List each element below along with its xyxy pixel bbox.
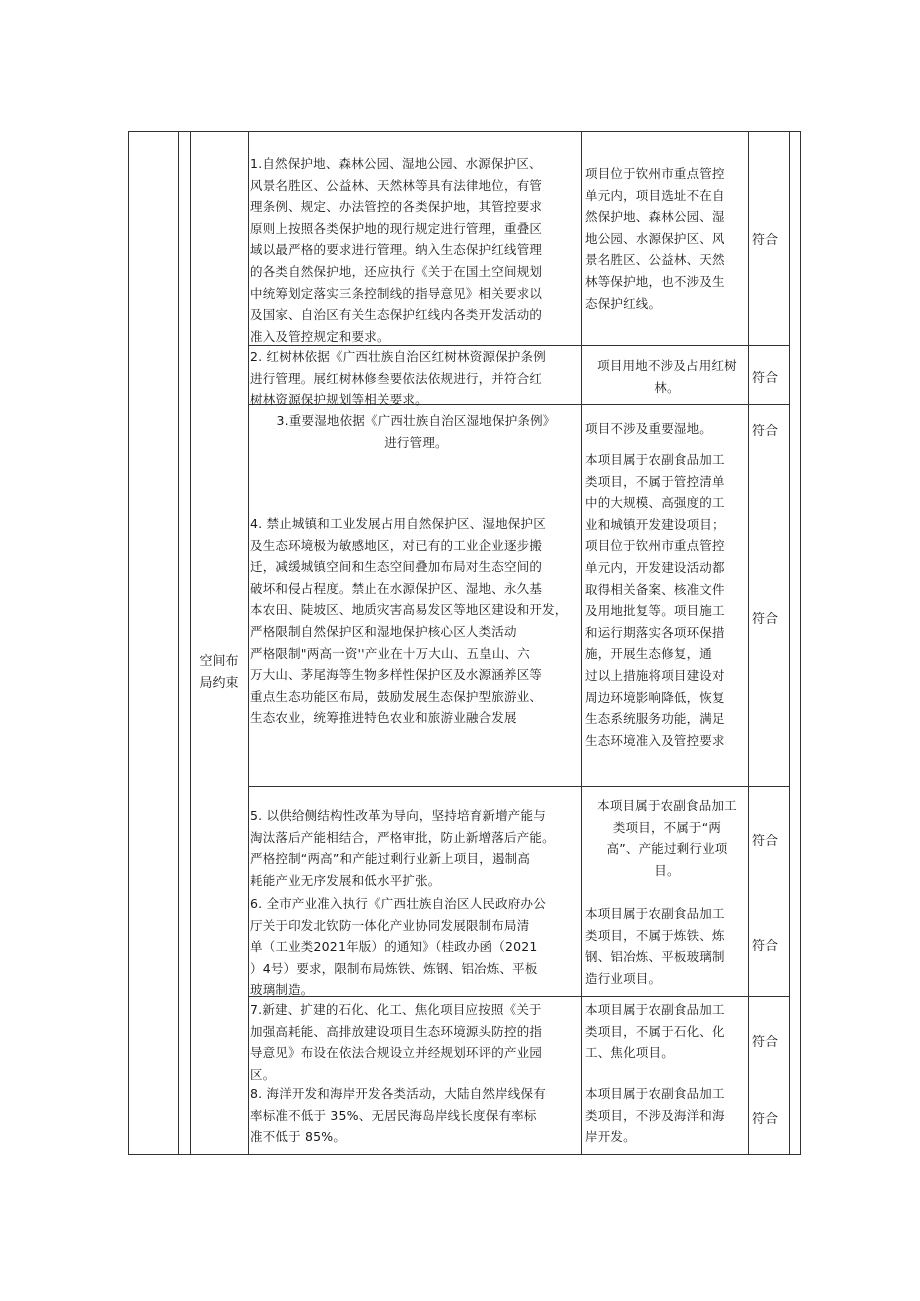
requirement-text: 8. 海洋开发和海岸开发各类活动，大陆自然岸线保有 率标准不低于 35%、无居民海岛岸线长度保有率标 准不低于 85%。 xyxy=(250,1086,546,1145)
requirement-text: 6. 全市产业准入执行《广西壮族自治区人民政府办公 厅关于印发北钦防一体化产业协同发展限制布局清 单（工业类2021年版）的通知》（桂政办函（2021 ）4号）要求，限制布局炼铁、炼钢、铝冶炼、平板 玻璃制造。 xyxy=(250,896,546,998)
compliance-result: 符合 xyxy=(752,233,779,248)
column-divider xyxy=(789,131,790,1154)
compliance-result: 符合 xyxy=(752,939,779,954)
requirement-text: 2. 红树林依据《广西壮族自治区红树林资源保护条例 进行管理。展红树林修叁要依法依规进行，并符合红 树林资源保护规划等相关要求。 xyxy=(250,349,546,408)
analysis-text: 项目位于钦州市重点管控 单元内，项目选址不在自 然保护地、森林公园、湿 地公园、水源保护区、风 景名胜区、公益林、天然 林等保护地，也不涉及生 态保护红线。 xyxy=(585,166,725,311)
analysis-text: 本项目属于农副食品加工 类项目，不属于石化、化 工、焦化项目。 xyxy=(585,1002,725,1061)
category-label: 空间布 局约束 xyxy=(199,654,239,691)
analysis-text: 项目用地不涉及占用红树 林。 xyxy=(597,358,737,395)
column-divider xyxy=(178,131,179,1154)
requirement-text: 7.新建、扩建的石化、化工、焦化项目应按照《关于 加强高耗能、高排放建设项目生态环境源头防控的指 导意见》布设在依法合规设立并经规划环评的产业园 区。 xyxy=(250,1002,543,1082)
requirement-text: 1.自然保护地、森林公园、湿地公园、水源保护区、 风景名胜区、公益林、天然林等具有法律地位，有管 理条例、规定、办法管控的各类保护地，其管控要求 原则上按照各类保护地的现行规定进行管理，重叠区 域以最严格的要求进行管理。纳入生态保护红线管理 的各类自然保护地，还应执行《关于在国土空间规划 中统筹划定落实三条控制线的指导意见》相关要求以 及国家、自治区有关生态保护红线内各类开发活动的 准入及管控规定和要求。 xyxy=(250,156,543,344)
analysis-text: 本项目属于农副食品加工 类项目，不属于炼铁、炼 钢、铝冶炼、平板玻璃制 造行业项目。 xyxy=(585,906,725,986)
analysis-text: 项目不涉及重要湿地。 xyxy=(585,421,713,436)
analysis-text: 本项目属于农副食品加工 类项目，不涉及海洋和海 岸开发。 xyxy=(585,1086,725,1145)
row-divider xyxy=(248,786,789,787)
column-divider xyxy=(190,131,191,1154)
compliance-result: 符合 xyxy=(752,371,779,386)
requirement-text: 3.重要湿地依据《广西壮族自治区湿地保护条例》 进行管理。 xyxy=(276,413,556,450)
compliance-result: 符合 xyxy=(752,1112,779,1127)
analysis-text: 本项目属于农副食品加工 类项目，不属于“两 高”、产能过剩行业项 目。 xyxy=(597,798,737,878)
analysis-text: 本项目属于农副食品加工 类项目，不属于管控清单 中的大规模、高强度的工 业和城镇开发建设项目； 项目位于钦州市重点管控 单元内，开发建设活动都 取得相关备案、核准文件 及用地批复等。项目施工 和运行期落实各项环保措 施，开展生态修复，通 过以上措施将项目建设对 周边环境影响降低，恢复 生态系统服务功能，满足 生态环境准入及管控要求 xyxy=(585,452,725,748)
compliance-result: 符合 xyxy=(752,424,779,439)
requirement-text: 5. 以供给侧结构性改革为导向，坚持培育新增产能与 淘汰落后产能相结合，严格审批，防止新增落后产能。 严格控制“两高”和产能过剩行业新上项目，遏制高 耗能产业无序发展和低水平扩张。 xyxy=(250,808,555,888)
compliance-result: 符合 xyxy=(752,1035,779,1050)
compliance-result: 符合 xyxy=(752,834,779,849)
compliance-result: 符合 xyxy=(752,612,779,627)
column-divider xyxy=(248,131,249,1154)
requirement-text: 4. 禁止城镇和工业发展占用自然保护区、湿地保护区 及生态环境极为敏感地区，对已有的工业企业逐步搬 迁，减缓城镇空间和生态空间叠加布局对生态空间的 破坏和侵占程度。禁止在水源保护区、湿地、永久基 本农田、陡坡区、地质灾害高易发区等地区建设和开发， 严格限制自然保护区和湿地保护核心区人类活动 严格限制"两高一资''产业在十万大山、五皇山、六 万大山、茅尾海等生物多样性保护区及水源涵养区等 重点生态功能区布局，鼓励发展生态保护型旅游业、 生态农业，统筹推进特色农业和旅游业融合发展 xyxy=(250,516,568,726)
